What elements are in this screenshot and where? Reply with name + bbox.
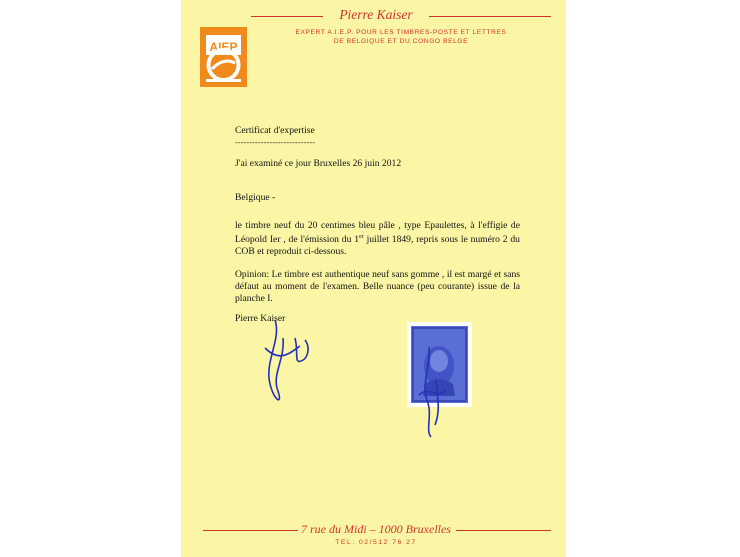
exam-date-line: J'ai examiné ce jour Bruxelles 26 juin 2012 <box>235 158 402 169</box>
description-superscript-number: 1 <box>354 233 360 245</box>
header-title-line-2: DE BELGIQUE ET DU CONGO BELGE <box>333 38 469 45</box>
footer-telephone: TEL: 02/512 76 27 <box>335 539 417 546</box>
footer-address: 7 rue du Midi – 1000 Bruxelles <box>301 522 451 536</box>
stamp-signature <box>411 345 456 440</box>
logo-lettering: AIEP <box>209 40 238 54</box>
description-superscript: er <box>359 233 364 240</box>
signature-name: Pierre Kaiser <box>235 313 286 324</box>
stamp-description <box>235 220 520 258</box>
title-underline: ---------------------------- <box>235 138 316 147</box>
aiep-emblem-icon <box>200 27 247 87</box>
certificate-sheet <box>181 0 566 557</box>
opinion-paragraph: Opinion: Le timbre est authentique neuf sans gomme , il est margé et sans défaut au moment de l'examen. Belle nuance (peu courante) issue de la planche I. <box>235 269 520 304</box>
description-part-1: le timbre neuf du 20 centimes bleu pâle , type Epaulettes, à l'effigie de Léopold Ier , de l'émission du <box>235 220 520 245</box>
header-rule-right <box>429 16 551 17</box>
certificate-title: Certificat d'expertise <box>235 125 315 136</box>
header-expert-name: Pierre Kaiser <box>339 7 413 22</box>
handwritten-signature <box>255 318 315 413</box>
header-rule-left <box>251 16 323 17</box>
description-part-2: juillet 1849, repris sous le numéro 2 du COB et reproduit ci-dessous. <box>235 233 520 257</box>
footer-rule-right <box>456 530 551 531</box>
header-title-line-1: EXPERT A.I.E.P. POUR LES TIMBRES-POSTE ET LETTRES <box>295 29 507 36</box>
aiep-logo <box>200 27 247 87</box>
country-line: Belgique - <box>235 192 276 203</box>
